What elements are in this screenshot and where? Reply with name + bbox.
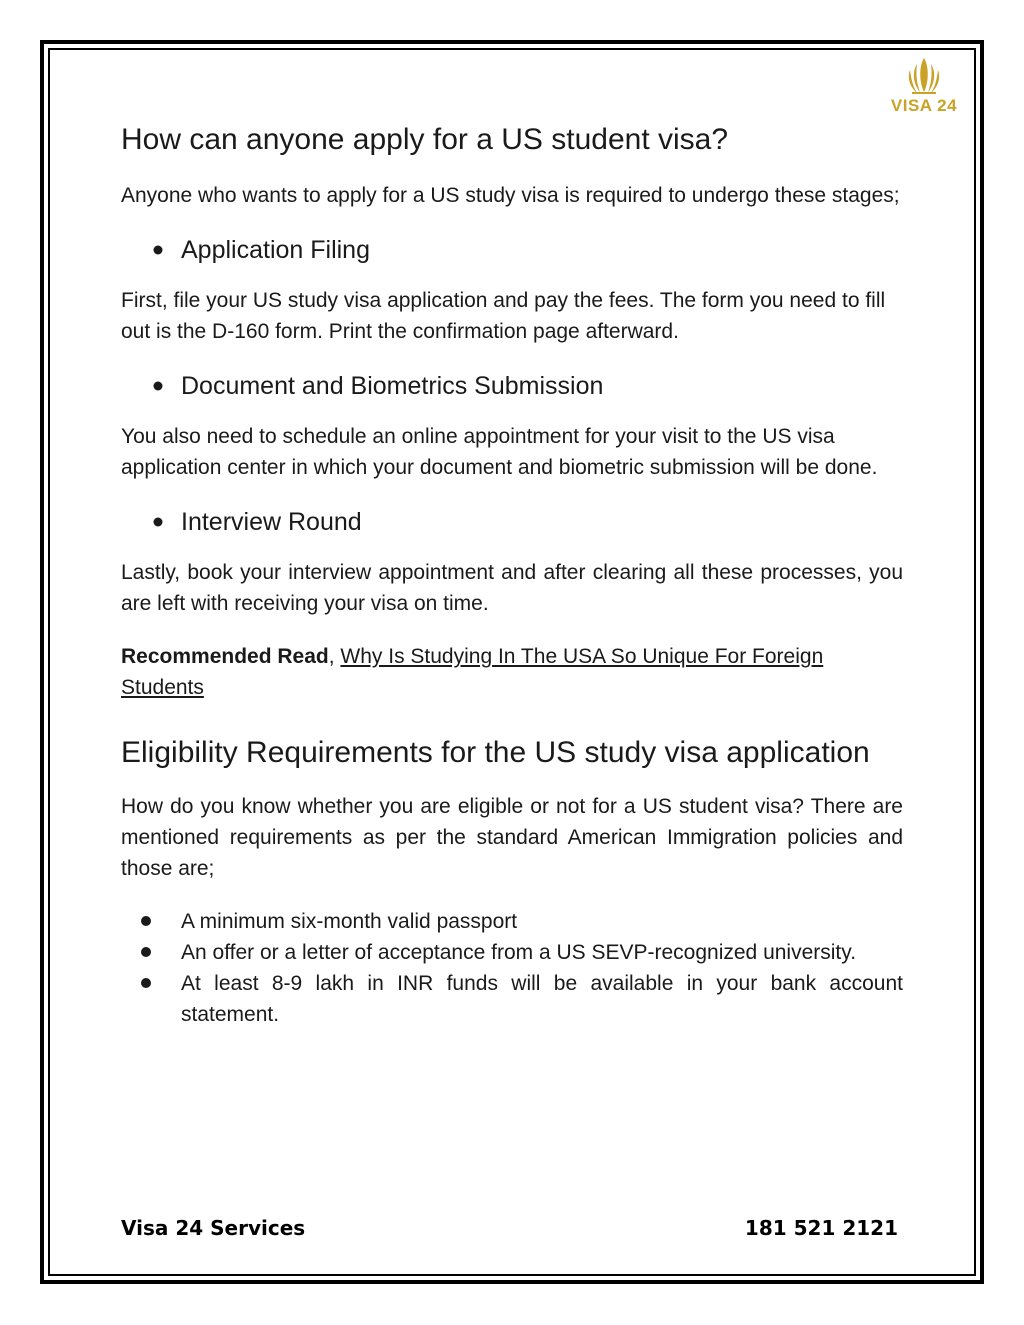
step-text-application-filing: First, file your US study visa application and pay the fees. The form you need to fill out is the D-160 form. Print the confirmation page afterward. xyxy=(121,289,886,343)
list-item xyxy=(121,937,903,968)
step-heading-text: Document and Biometrics Submission xyxy=(181,372,604,400)
step-heading-interview-round xyxy=(153,505,903,539)
apply-intro: Anyone who wants to apply for a US study visa is required to undergo these stages; xyxy=(121,184,900,207)
requirement-text: At least 8-9 lakh in INR funds will be available in your bank account statement. xyxy=(181,972,903,1026)
section-title-eligibility: Eligibility Requirements for the US study visa application xyxy=(121,736,870,769)
footer-phone: 181 521 2121 xyxy=(744,1216,898,1240)
list-item xyxy=(121,968,903,1030)
page-footer xyxy=(121,1213,898,1243)
recommended-read-label: Recommended Read xyxy=(121,645,329,668)
recommended-read-separator: , xyxy=(328,645,341,668)
footer-company: Visa 24 Services xyxy=(121,1216,306,1240)
bullet-icon xyxy=(153,245,163,255)
step-heading-text: Application Filing xyxy=(181,236,370,264)
step-heading-text: Interview Round xyxy=(181,508,362,536)
visa24-logo xyxy=(884,56,964,120)
logo-text: VISA 24 xyxy=(890,96,958,115)
bullet-icon xyxy=(141,916,151,926)
section-title-apply: How can anyone apply for a US student visa? xyxy=(121,123,729,156)
step-text-interview-round: Lastly, book your interview appointment and after clearing all these processes, you are left with receiving your visa on time. xyxy=(121,561,903,615)
list-item xyxy=(121,906,903,937)
crown-shield-logo-icon xyxy=(884,56,964,96)
bullet-icon xyxy=(153,381,163,391)
bullet-icon xyxy=(141,978,151,988)
document-body xyxy=(121,118,903,1030)
step-heading-document-biometrics xyxy=(153,369,903,403)
bullet-icon xyxy=(153,517,163,527)
recommended-read-link[interactable]: Why Is Studying In The USA So Unique For Foreign Students xyxy=(121,645,824,699)
requirement-text: A minimum six-month valid passport xyxy=(181,910,518,933)
recommended-read xyxy=(121,641,903,703)
requirements-list xyxy=(121,906,903,1030)
requirement-text: An offer or a letter of acceptance from a US SEVP-recognized university. xyxy=(181,941,857,964)
eligibility-intro: How do you know whether you are eligible or not for a US student visa? There are mentioned requirements as per the standard American Immigration policies and those are; xyxy=(121,795,903,880)
step-heading-application-filing xyxy=(153,233,903,267)
bullet-icon xyxy=(141,947,151,957)
step-text-document-biometrics: You also need to schedule an online appointment for your visit to the US visa application center in which your document and biometric submission will be done. xyxy=(121,425,878,479)
